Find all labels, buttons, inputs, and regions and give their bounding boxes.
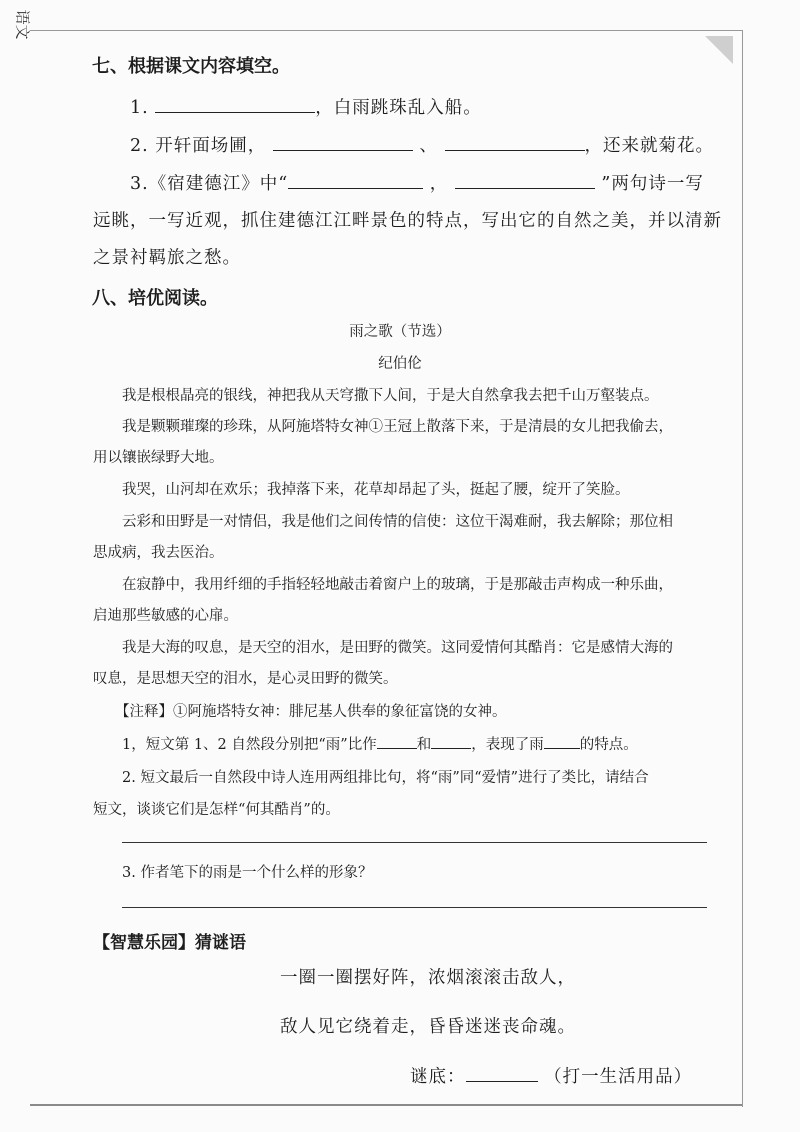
- corner-mark: 语文: [13, 9, 32, 40]
- q2-blank-1[interactable]: [273, 133, 413, 152]
- section7-q3-line3: 之景衬羁旅之愁。: [93, 248, 241, 268]
- q3-text-a: 3.《宿建德江》中“: [130, 174, 289, 194]
- passage-p6-line1: 我是大海的叹息，是天空的泪水，是田野的微笑。这同爱情何其酷肖：它是感情大海的: [122, 640, 673, 656]
- section7-q3-line2: 远眺，一写近观，抓住建德江江畔景色的特点，写出它的自然之美，并以清新: [93, 211, 722, 231]
- q2-answer-line[interactable]: [122, 842, 707, 843]
- q1-blank[interactable]: [155, 95, 315, 114]
- riddle-heading: 【智慧乐园】猜谜语: [93, 933, 246, 953]
- section8-q1: [122, 733, 638, 754]
- riddle-answer: [410, 1063, 692, 1088]
- riddle-answer-label: 谜底：: [410, 1067, 466, 1087]
- q2-sep: 、: [419, 136, 438, 156]
- section8-q3: 3. 作者笔下的雨是一个什么样的形象？: [122, 865, 373, 881]
- passage-p5-line2: 启迪那些敏感的心扉。: [93, 608, 238, 624]
- riddle-answer-hint: （打一生活用品）: [544, 1067, 693, 1087]
- q3-text-b: ”两句诗一写: [601, 174, 704, 194]
- q2-blank-2[interactable]: [445, 133, 585, 152]
- q1-text: ，白雨跳珠乱入船。: [315, 98, 482, 118]
- bottom-rule: [30, 1104, 742, 1106]
- q1-text-b: 和: [416, 737, 432, 753]
- q1-text-c: ，表现了雨: [471, 737, 544, 753]
- passage-p5-line1: 在寂静中，我用纤细的手指轻轻地敲击着窗户上的玻璃，于是那敲击声构成一种乐曲，: [122, 577, 673, 593]
- q3-sep: ，: [429, 174, 449, 194]
- passage-p6-line2: 叹息，是思想天空的泪水，是心灵田野的微笑。: [93, 671, 398, 687]
- passage-p4-line2: 思成病，我去医治。: [93, 545, 224, 561]
- passage-p4-line1: 云彩和田野是一对情侣，我是他们之间传情的信使：这位干渴难耐，我去解除；那位相: [122, 514, 673, 530]
- passage-p2-line1: 我是颗颗璀璨的珍珠，从阿施塔特女神①王冠上散落下来，于是清晨的女儿把我偷去，: [122, 419, 673, 435]
- section8-heading: 八、培优阅读。: [92, 288, 218, 309]
- riddle-answer-blank[interactable]: [466, 1064, 538, 1083]
- passage-author: 纪伯伦: [378, 356, 422, 372]
- section7-q2: [130, 132, 714, 157]
- section7-heading: 七、根据课文内容填空。: [92, 56, 290, 77]
- q3-blank-2[interactable]: [455, 171, 595, 190]
- riddle-line2: 敌人见它绕着走，昏昏迷迷丧命魂。: [280, 1017, 576, 1037]
- section7-q3: [130, 170, 704, 195]
- folded-corner: [705, 36, 733, 64]
- q1-blank-3[interactable]: [544, 734, 580, 750]
- q1-number: 1.: [130, 98, 149, 118]
- passage-title: 雨之歌（节选）: [349, 324, 451, 340]
- q3-blank-1[interactable]: [288, 171, 423, 190]
- q2-text-a: 2. 开轩面场圃，: [130, 136, 267, 156]
- q1-blank-1[interactable]: [377, 734, 417, 750]
- q1-blank-2[interactable]: [431, 734, 471, 750]
- section8-q2-line2: 短文，谈谈它们是怎样“何其酷肖”的。: [93, 802, 340, 818]
- passage-p1: 我是根根晶亮的银线，神把我从天穹撒下人间，于是大自然拿我去把千山万壑装点。: [122, 388, 659, 404]
- section8-q2-line1: 2. 短文最后一自然段中诗人连用两组排比句，将“雨”同“爱情”进行了类比，请结合: [122, 770, 649, 786]
- passage-note: 【注释】①阿施塔特女神：腓尼基人供奉的象征富饶的女神。: [115, 704, 507, 720]
- passage-p2-line2: 用以镶嵌绿野大地。: [93, 450, 224, 466]
- q2-text-b: ，还来就菊花。: [584, 136, 714, 156]
- riddle-line1: 一圈一圈摆好阵，浓烟滚滚击敌人，: [280, 968, 576, 988]
- q1-text-d: 的特点。: [579, 737, 638, 753]
- q3-answer-line[interactable]: [122, 907, 707, 908]
- passage-p3: 我哭，山河却在欢乐；我掉落下来，花草却昂起了头，挺起了腰，绽开了笑脸。: [122, 482, 630, 498]
- section7-q1: [130, 94, 482, 119]
- q1-text-a: 1，短文第 1、2 自然段分别把“雨”比作: [122, 737, 377, 753]
